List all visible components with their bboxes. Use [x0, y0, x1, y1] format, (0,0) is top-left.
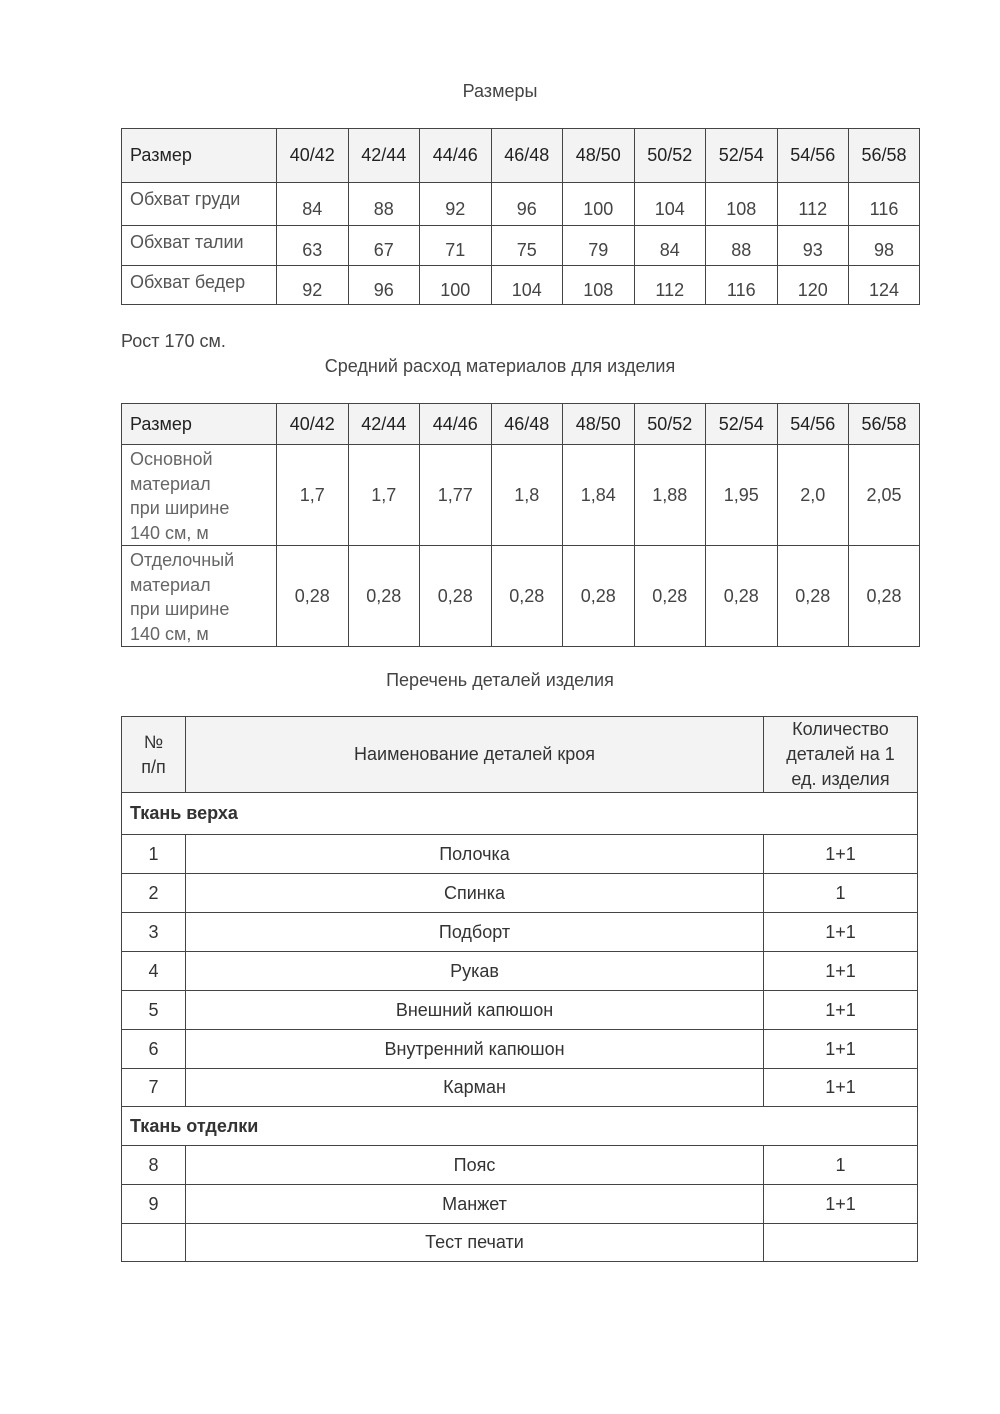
- num-cell: 8: [122, 1146, 186, 1185]
- value-cell: 1,7: [277, 445, 349, 546]
- materials-table: [121, 403, 920, 647]
- name-cell: Пояс: [186, 1146, 764, 1185]
- num-cell: 4: [122, 952, 186, 991]
- num-cell: 1: [122, 835, 186, 874]
- details-header-row: [122, 717, 918, 793]
- qty-cell: 1+1: [764, 1069, 918, 1107]
- value-cell: 116: [849, 183, 920, 226]
- value-cell: 67: [348, 226, 420, 266]
- section-title: Ткань верха: [122, 793, 918, 835]
- value-cell: 93: [777, 226, 849, 266]
- table-row: [122, 226, 920, 266]
- num-cell: 9: [122, 1185, 186, 1224]
- size-cell: 50/52: [634, 404, 706, 445]
- size-cell: 50/52: [634, 129, 706, 183]
- name-header: Наименование деталей кроя: [186, 717, 764, 793]
- value-cell: 0,28: [420, 546, 492, 647]
- size-cell: 40/42: [277, 129, 349, 183]
- name-cell: Карман: [186, 1069, 764, 1107]
- value-cell: 1,84: [563, 445, 635, 546]
- section-row: [122, 793, 918, 835]
- value-cell: 79: [563, 226, 635, 266]
- section-row: [122, 1107, 918, 1146]
- label-line: при ширине: [130, 498, 230, 518]
- value-cell: 2,0: [777, 445, 849, 546]
- name-cell: Полочка: [186, 835, 764, 874]
- value-cell: 84: [277, 183, 349, 226]
- label-line: материал: [130, 574, 211, 595]
- table-row: [122, 183, 920, 226]
- header-line: деталей на 1: [786, 744, 895, 764]
- header-cell: Размер: [122, 129, 277, 183]
- header-line: №: [143, 731, 164, 752]
- size-cell: 48/50: [563, 404, 635, 445]
- value-cell: 2,05: [849, 445, 920, 546]
- details-table: [121, 716, 918, 1262]
- size-cell: 56/58: [849, 129, 920, 183]
- table-row: [122, 991, 918, 1030]
- size-cell: 46/48: [491, 404, 563, 445]
- size-cell: 40/42: [277, 404, 349, 445]
- num-cell: 2: [122, 874, 186, 913]
- num-cell: 7: [122, 1069, 186, 1107]
- num-cell: 3: [122, 913, 186, 952]
- materials-title: Средний расход материалов для изделия: [324, 356, 676, 376]
- name-cell: Рукав: [186, 952, 764, 991]
- num-cell: [122, 1224, 186, 1262]
- materials-header-row: [122, 404, 920, 445]
- label-line: 140 см, м: [130, 623, 209, 644]
- table-row: [122, 913, 918, 952]
- row-label: [122, 445, 277, 546]
- num-header: [122, 717, 186, 793]
- sizes-header-row: [122, 129, 920, 183]
- table-row: [122, 952, 918, 991]
- name-cell: Манжет: [186, 1185, 764, 1224]
- value-cell: 104: [634, 183, 706, 226]
- value-cell: 112: [634, 266, 706, 305]
- qty-cell: 1: [764, 874, 918, 913]
- value-cell: 96: [348, 266, 420, 305]
- table-row: [122, 546, 920, 647]
- value-cell: 75: [491, 226, 563, 266]
- details-title: Перечень деталей изделия: [386, 670, 614, 690]
- qty-header: [764, 717, 918, 793]
- table-row: [122, 1146, 918, 1185]
- qty-cell: 1+1: [764, 835, 918, 874]
- size-cell: 48/50: [563, 129, 635, 183]
- label-line: Отделочный: [130, 550, 235, 570]
- table-row: [122, 1069, 918, 1107]
- label-line: Основной: [130, 449, 213, 469]
- value-cell: 0,28: [706, 546, 778, 647]
- height-note: Рост 170 см.: [121, 331, 226, 351]
- header-cell: Размер: [122, 404, 277, 445]
- value-cell: 63: [277, 226, 349, 266]
- value-cell: 1,77: [420, 445, 492, 546]
- header-line: п/п: [141, 756, 166, 777]
- row-label: [122, 546, 277, 647]
- table-row: [122, 874, 918, 913]
- value-cell: 0,28: [491, 546, 563, 647]
- name-cell: Тест печати: [186, 1224, 764, 1262]
- row-label: Обхват талии: [122, 226, 277, 266]
- value-cell: 84: [634, 226, 706, 266]
- value-cell: 100: [563, 183, 635, 226]
- label-line: 140 см, м: [130, 522, 209, 543]
- value-cell: 112: [777, 183, 849, 226]
- value-cell: 88: [706, 226, 778, 266]
- num-cell: 5: [122, 991, 186, 1030]
- value-cell: 116: [706, 266, 778, 305]
- table-row: [122, 835, 918, 874]
- value-cell: 98: [849, 226, 920, 266]
- size-cell: 46/48: [491, 129, 563, 183]
- value-cell: 1,8: [491, 445, 563, 546]
- value-cell: 71: [420, 226, 492, 266]
- value-cell: 108: [563, 266, 635, 305]
- name-cell: Внешний капюшон: [186, 991, 764, 1030]
- qty-cell: 1+1: [764, 1185, 918, 1224]
- name-cell: Спинка: [186, 874, 764, 913]
- value-cell: 0,28: [849, 546, 920, 647]
- size-cell: 44/46: [420, 404, 492, 445]
- value-cell: 96: [491, 183, 563, 226]
- size-cell: 52/54: [706, 129, 778, 183]
- name-cell: Внутренний капюшон: [186, 1030, 764, 1069]
- value-cell: 92: [277, 266, 349, 305]
- value-cell: 92: [420, 183, 492, 226]
- header-line: Количество: [792, 719, 889, 739]
- name-cell: Подборт: [186, 913, 764, 952]
- value-cell: 120: [777, 266, 849, 305]
- table-row: [122, 266, 920, 305]
- qty-cell: 1+1: [764, 1030, 918, 1069]
- value-cell: 1,7: [348, 445, 420, 546]
- num-cell: 6: [122, 1030, 186, 1069]
- section-title: Ткань отделки: [122, 1107, 918, 1146]
- label-line: при ширине: [130, 599, 230, 619]
- size-cell: 52/54: [706, 404, 778, 445]
- qty-cell: [764, 1224, 918, 1262]
- size-cell: 54/56: [777, 404, 849, 445]
- table-row: [122, 1224, 918, 1262]
- qty-cell: 1+1: [764, 952, 918, 991]
- value-cell: 0,28: [563, 546, 635, 647]
- qty-cell: 1+1: [764, 991, 918, 1030]
- value-cell: 108: [706, 183, 778, 226]
- row-label: Обхват бедер: [122, 266, 277, 305]
- size-cell: 44/46: [420, 129, 492, 183]
- value-cell: 0,28: [777, 546, 849, 647]
- value-cell: 0,28: [277, 546, 349, 647]
- qty-cell: 1+1: [764, 913, 918, 952]
- size-cell: 54/56: [777, 129, 849, 183]
- table-row: [122, 1030, 918, 1069]
- value-cell: 1,88: [634, 445, 706, 546]
- size-cell: 42/44: [348, 404, 420, 445]
- qty-cell: 1: [764, 1146, 918, 1185]
- value-cell: 88: [348, 183, 420, 226]
- sizes-table: [121, 128, 920, 305]
- sizes-title: Размеры: [462, 81, 538, 101]
- value-cell: 100: [420, 266, 492, 305]
- size-cell: 56/58: [849, 404, 920, 445]
- value-cell: 1,95: [706, 445, 778, 546]
- table-row: [122, 445, 920, 546]
- size-cell: 42/44: [348, 129, 420, 183]
- value-cell: 124: [849, 266, 920, 305]
- row-label: Обхват груди: [122, 183, 277, 226]
- value-cell: 104: [491, 266, 563, 305]
- value-cell: 0,28: [348, 546, 420, 647]
- table-row: [122, 1185, 918, 1224]
- header-line: ед. изделия: [791, 769, 890, 789]
- label-line: материал: [130, 473, 211, 494]
- value-cell: 0,28: [634, 546, 706, 647]
